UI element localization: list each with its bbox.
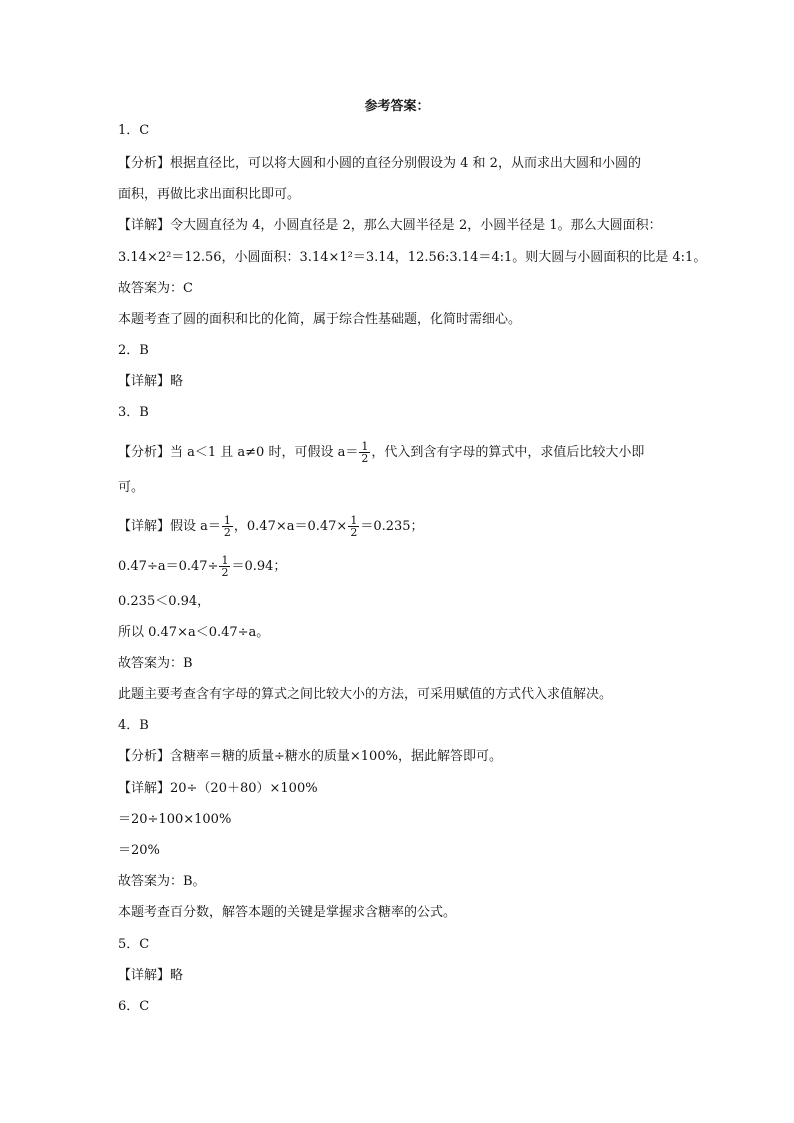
q5-detail: 【详解】略	[118, 968, 184, 983]
q4-detail-line2: ＝20÷100×100%	[118, 812, 232, 827]
q4-answer: 4．B	[118, 718, 149, 733]
fraction-numerator: 1	[223, 514, 231, 527]
fraction-denominator: 2	[223, 526, 231, 539]
q3-detail-text-a: 【详解】假设 a＝	[118, 519, 221, 534]
q4-comment: 本题考查百分数，解答本题的关键是掌握求含糖率的公式。	[118, 905, 457, 920]
q2-detail: 【详解】略	[118, 374, 184, 389]
q2-answer: 2．B	[118, 343, 149, 358]
fraction-one-half	[219, 555, 230, 578]
q3-detail-text-b: ，0.47×a＝0.47×	[233, 519, 348, 534]
q4-detail-line3: ＝20%	[118, 843, 160, 858]
q3-answer: 3．B	[118, 405, 149, 420]
fraction-one-half	[222, 515, 233, 538]
q3-comment: 此题主要考查含有字母的算式之间比较大小的方法，可采用赋值的方式代入求值解决。	[118, 687, 613, 702]
q3-detail-line2	[118, 555, 286, 578]
fraction-numerator: 1	[221, 554, 229, 567]
fraction-denominator: 2	[350, 526, 358, 539]
page-title: 参考答案：	[364, 99, 430, 114]
q3-conclusion: 故答案为：B	[118, 656, 193, 671]
q5-answer: 5．C	[118, 937, 150, 952]
q3-detail2-text-a: 0.47÷a＝0.47÷	[118, 559, 219, 574]
fraction-numerator: 1	[350, 514, 358, 527]
fraction-one-half	[348, 515, 359, 538]
q4-conclusion: 故答案为：B。	[118, 874, 206, 889]
q1-detail-line1: 【详解】令大圆直径为 4，小圆直径是 2，那么大圆半径是 2，小圆半径是 1。那么大圆面积：	[118, 218, 662, 233]
q3-detail-line4: 所以 0.47×a＜0.47÷a。	[118, 625, 270, 640]
q1-conclusion: 故答案为：C	[118, 281, 193, 296]
q3-detail2-text-b: ＝0.94；	[231, 559, 287, 574]
q3-analysis-text-b: ，代入到含有字母的算式中，求值后比较大小即	[371, 445, 645, 460]
q1-comment: 本题考查了圆的面积和比的化简，属于综合性基础题，化简时需细心。	[118, 312, 522, 327]
fraction-denominator: 2	[221, 566, 229, 579]
q1-answer: 1．C	[118, 123, 150, 138]
q3-detail-line3: 0.235＜0.94，	[118, 594, 211, 609]
fraction-one-half	[359, 441, 370, 464]
q3-analysis-line2: 可。	[118, 480, 145, 495]
q3-detail-text-c: ＝0.235；	[360, 519, 424, 534]
q4-detail-line1: 【详解】20÷（20＋80）×100%	[118, 781, 318, 796]
q4-analysis: 【分析】含糖率＝糖的质量÷糖水的质量×100%，据此解答即可。	[118, 749, 502, 764]
q1-analysis-line2: 面积，再做比求出面积比即可。	[118, 187, 301, 202]
q3-analysis-text-a: 【分析】当 a＜1 且 a≠0 时，可假设 a＝	[118, 445, 359, 460]
q3-detail-line1	[118, 515, 424, 538]
q3-analysis-line1	[118, 441, 644, 464]
q1-analysis-line1: 【分析】根据直径比，可以将大圆和小圆的直径分别假设为 4 和 2，从而求出大圆和小圆的	[118, 156, 641, 171]
fraction-numerator: 1	[361, 440, 369, 453]
q6-answer: 6．C	[118, 999, 150, 1014]
q1-detail-line2: 3.14×2²＝12.56，小圆面积：3.14×1²＝3.14，12.56:3.14＝4:1。则大圆与小圆面积的比是 4:1。	[118, 250, 707, 265]
fraction-denominator: 2	[361, 452, 369, 465]
